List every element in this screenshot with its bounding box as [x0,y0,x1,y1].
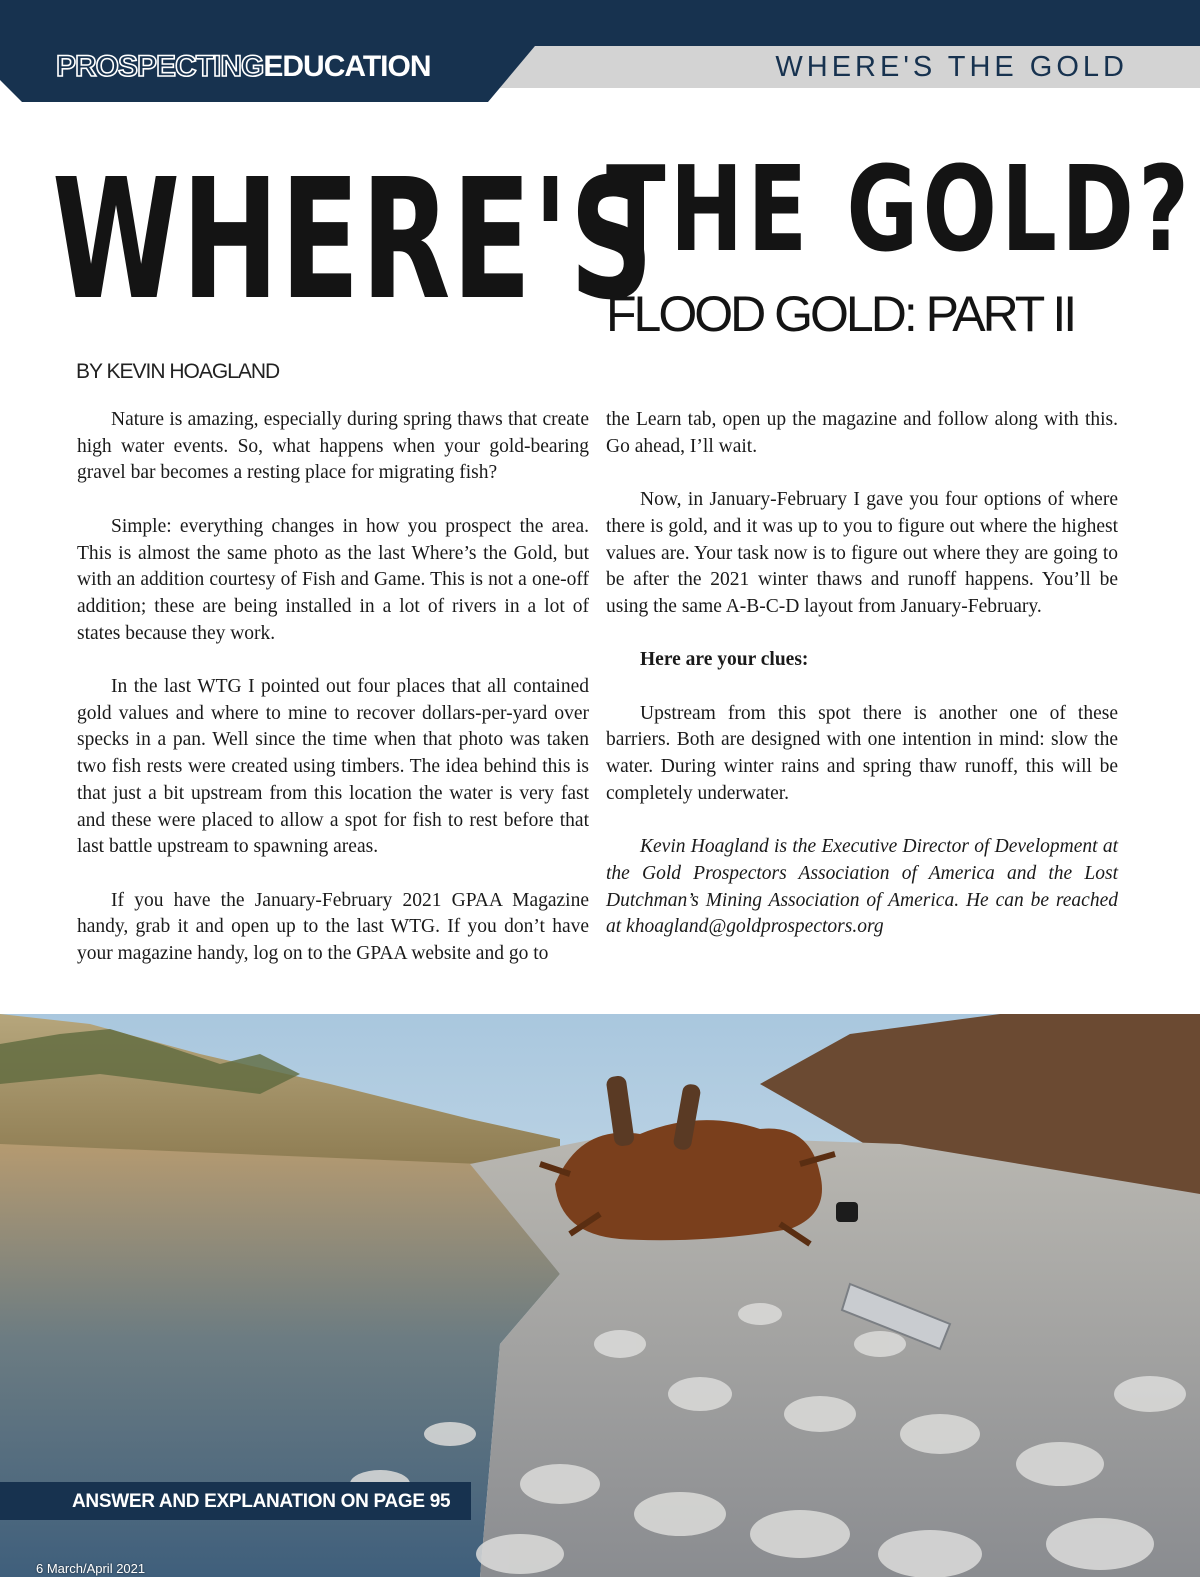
byline: BY KEVIN HOAGLAND [76,360,280,383]
section-label [56,50,430,84]
author-bio: Kevin Hoagland is the Executive Director of Development at the Gold Prospectors Association of America and the Lost Dutchman’s Mining Association of America. He can be reached at khoagland@goldprospectors.org [606,836,1118,938]
paragraph: Now, in January-February I gave you four options of where there is gold, and it was up to you to figure out where the highest values are. Your task now is to figure out where they are going to be after the 2021 winter thaws and runoff happens. You’ll be using the same A-B-C-D layout from January-February. [606,489,1118,617]
paragraph-continued: the Learn tab, open up the magazine and follow along with this. Go ahead, I’ll wait. [606,409,1118,457]
paragraph: In the last WTG I pointed out four places that all contained gold values and where to mine to recover dollars-per-yard over specks in a pan. Well since the time when that photo was taken two fish rests were created using timbers. The idea behind this is that just a bit upstream from this location the water is very fast and these were placed to allow a spot for fish to rest before that last battle upstream to spawning areas. [77,676,589,858]
answer-banner-text: ANSWER AND EXPLANATION ON PAGE 95 [72,1491,451,1512]
paragraph: Upstream from this spot there is another one of these barriers. Both are designed with one intention in mind: slow the water. During winter rains and spring thaw runoff, this will be completely underwater. [606,702,1118,804]
paragraph: Nature is amazing, especially during spring thaws that create high water events. So, what happens when your gold-bearing gravel bar becomes a resting place for migrating fish? [77,409,589,484]
clues-heading: Here are your clues: [640,649,809,671]
headline-the-gold: THE GOLD? [606,140,1194,278]
page-folio: 6 March/April 2021 [36,1561,146,1576]
paragraph: Simple: everything changes in how you prospect the area. This is almost the same photo as the last Where’s the Gold, but with an addition courtesy of Fish and Game. This is not a one-off addition; these are being installed in a lot of rivers in a lot of states because they work. [77,515,589,644]
section-label-outline: PROSPECTING [56,50,264,83]
header-bar [0,0,1200,104]
section-label-solid: EDUCATION [263,50,431,83]
subtitle: FLOOD GOLD: PART II [606,286,1075,342]
header-top-band [0,0,1200,46]
article-column-left [77,407,589,994]
article-column-right [606,407,1118,968]
paragraph: If you have the January-February 2021 GPAA Magazine handy, grab it and open up to the last WTG. If you don’t have your magazine handy, log on to the GPAA website and go to [77,889,589,965]
running-title: WHERE'S THE GOLD [775,51,1128,83]
headline-wheres: WHERE'S [52,144,655,337]
